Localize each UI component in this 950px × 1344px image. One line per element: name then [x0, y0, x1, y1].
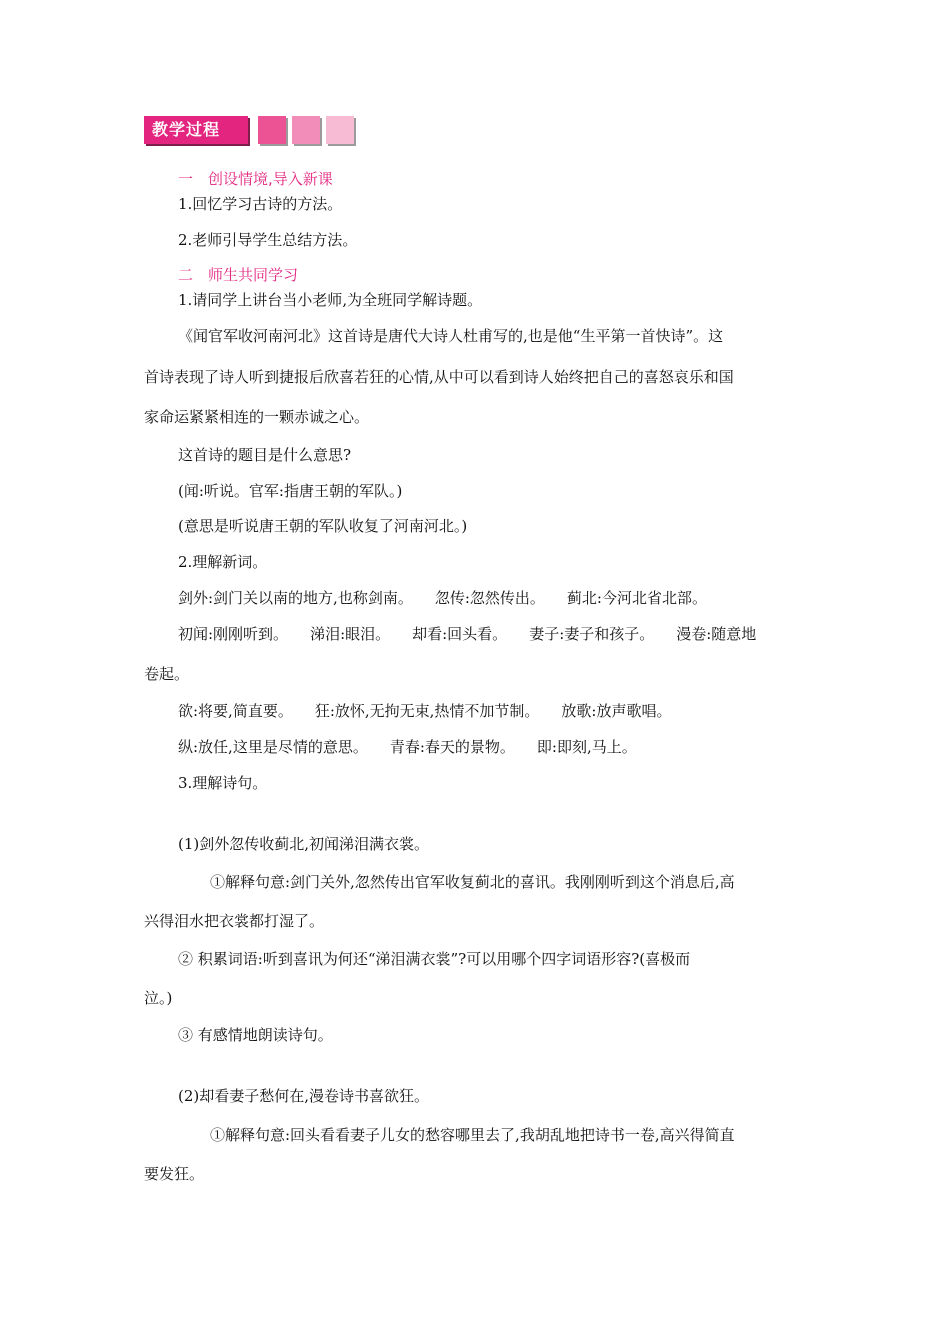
verse-2-point-1-line-1: ①解释句意:回头看看妻子儿女的愁容哪里去了,我胡乱地把诗书一卷,高兴得简直 [210, 1126, 735, 1144]
vocab-row-4 [178, 736, 637, 757]
vocab-entry: 剑外:剑门关以南的地方,也称剑南。 [178, 589, 413, 607]
vocab-entry: 纵:放任,这里是尽情的意思。 [178, 738, 368, 756]
vocab-row-2 [178, 623, 756, 644]
vocab-entry: 涕泪:眼泪。 [310, 625, 391, 643]
section-2-item-1: 1.请同学上讲台当小老师,为全班同学解诗题。 [178, 291, 483, 309]
section-1-item-2: 2.老师引导学生总结方法。 [178, 231, 358, 249]
vocab-entry: 蓟北:今河北省北部。 [566, 589, 707, 607]
section-2-title: 二 师生共同学习 [178, 266, 299, 284]
section-2-item-3: 3.理解诗句。 [178, 774, 268, 792]
verse-2-point-1-line-2: 要发狂。 [144, 1165, 205, 1183]
vocab-entry: 欲:将要,简直要。 [178, 702, 293, 720]
verse-1-point-1-line-1: ①解释句意:剑门关外,忽然传出官军收复蓟北的喜讯。我刚刚听到这个消息后,高 [210, 873, 735, 891]
verse-1-point-2-line-2: 泣。) [144, 989, 173, 1007]
vocab-entry: 初闻:刚刚听到。 [178, 625, 289, 643]
vocab-row-2-continued: 卷起。 [144, 665, 190, 683]
section-2-item-2: 2.理解新词。 [178, 553, 268, 571]
section-1-title: 一 创设情境,导入新课 [178, 170, 333, 188]
intro-line-2: 首诗表现了诗人听到捷报后欣喜若狂的心情,从中可以看到诗人始终把自己的喜怒哀乐和国 [144, 368, 734, 386]
verse-1-point-1-line-2: 兴得泪水把衣裳都打湿了。 [144, 912, 325, 930]
vocab-entry: 放歌:放声歌唱。 [561, 702, 672, 720]
vocab-entry: 漫卷:随意地 [676, 625, 757, 643]
vocab-entry: 妻子:妻子和孩子。 [529, 625, 655, 643]
answer-2: (意思是听说唐王朝的军队收复了河南河北。) [178, 517, 468, 535]
vocab-row-3 [178, 700, 671, 721]
vocab-entry: 忽传:忽然传出。 [434, 589, 545, 607]
verse-1: (1)剑外忽传收蓟北,初闻涕泪满衣裳。 [178, 835, 430, 853]
question: 这首诗的题目是什么意思? [178, 446, 352, 464]
vocab-entry: 狂:放怀,无拘无束,热情不加节制。 [314, 702, 540, 720]
vocab-entry: 却看:回头看。 [412, 625, 508, 643]
section-1-item-1: 1.回忆学习古诗的方法。 [178, 195, 343, 213]
answer-1: (闻:听说。官军:指唐王朝的军队。) [178, 482, 403, 500]
verse-1-point-3: ③ 有感情地朗读诗句。 [178, 1026, 333, 1044]
intro-line-1: 《闻官军收河南河北》这首诗是唐代大诗人杜甫写的,也是他“生平第一首快诗”。这 [178, 327, 724, 345]
decorative-square [258, 116, 286, 144]
intro-line-3: 家命运紧紧相连的一颗赤诚之心。 [144, 408, 370, 426]
vocab-row-1 [178, 587, 707, 608]
section-header [144, 116, 354, 144]
vocab-entry: 青春:春天的景物。 [389, 738, 515, 756]
verse-2: (2)却看妻子愁何在,漫卷诗书喜欲狂。 [178, 1087, 430, 1105]
decorative-square [292, 116, 320, 144]
vocab-entry: 即:即刻,马上。 [536, 738, 637, 756]
header-title: 教学过程 [144, 116, 248, 144]
verse-1-point-2-line-1: ② 积累词语:听到喜讯为何还“涕泪满衣裳”?可以用哪个四字词语形容?(喜极而 [178, 950, 691, 968]
decorative-square [326, 116, 354, 144]
